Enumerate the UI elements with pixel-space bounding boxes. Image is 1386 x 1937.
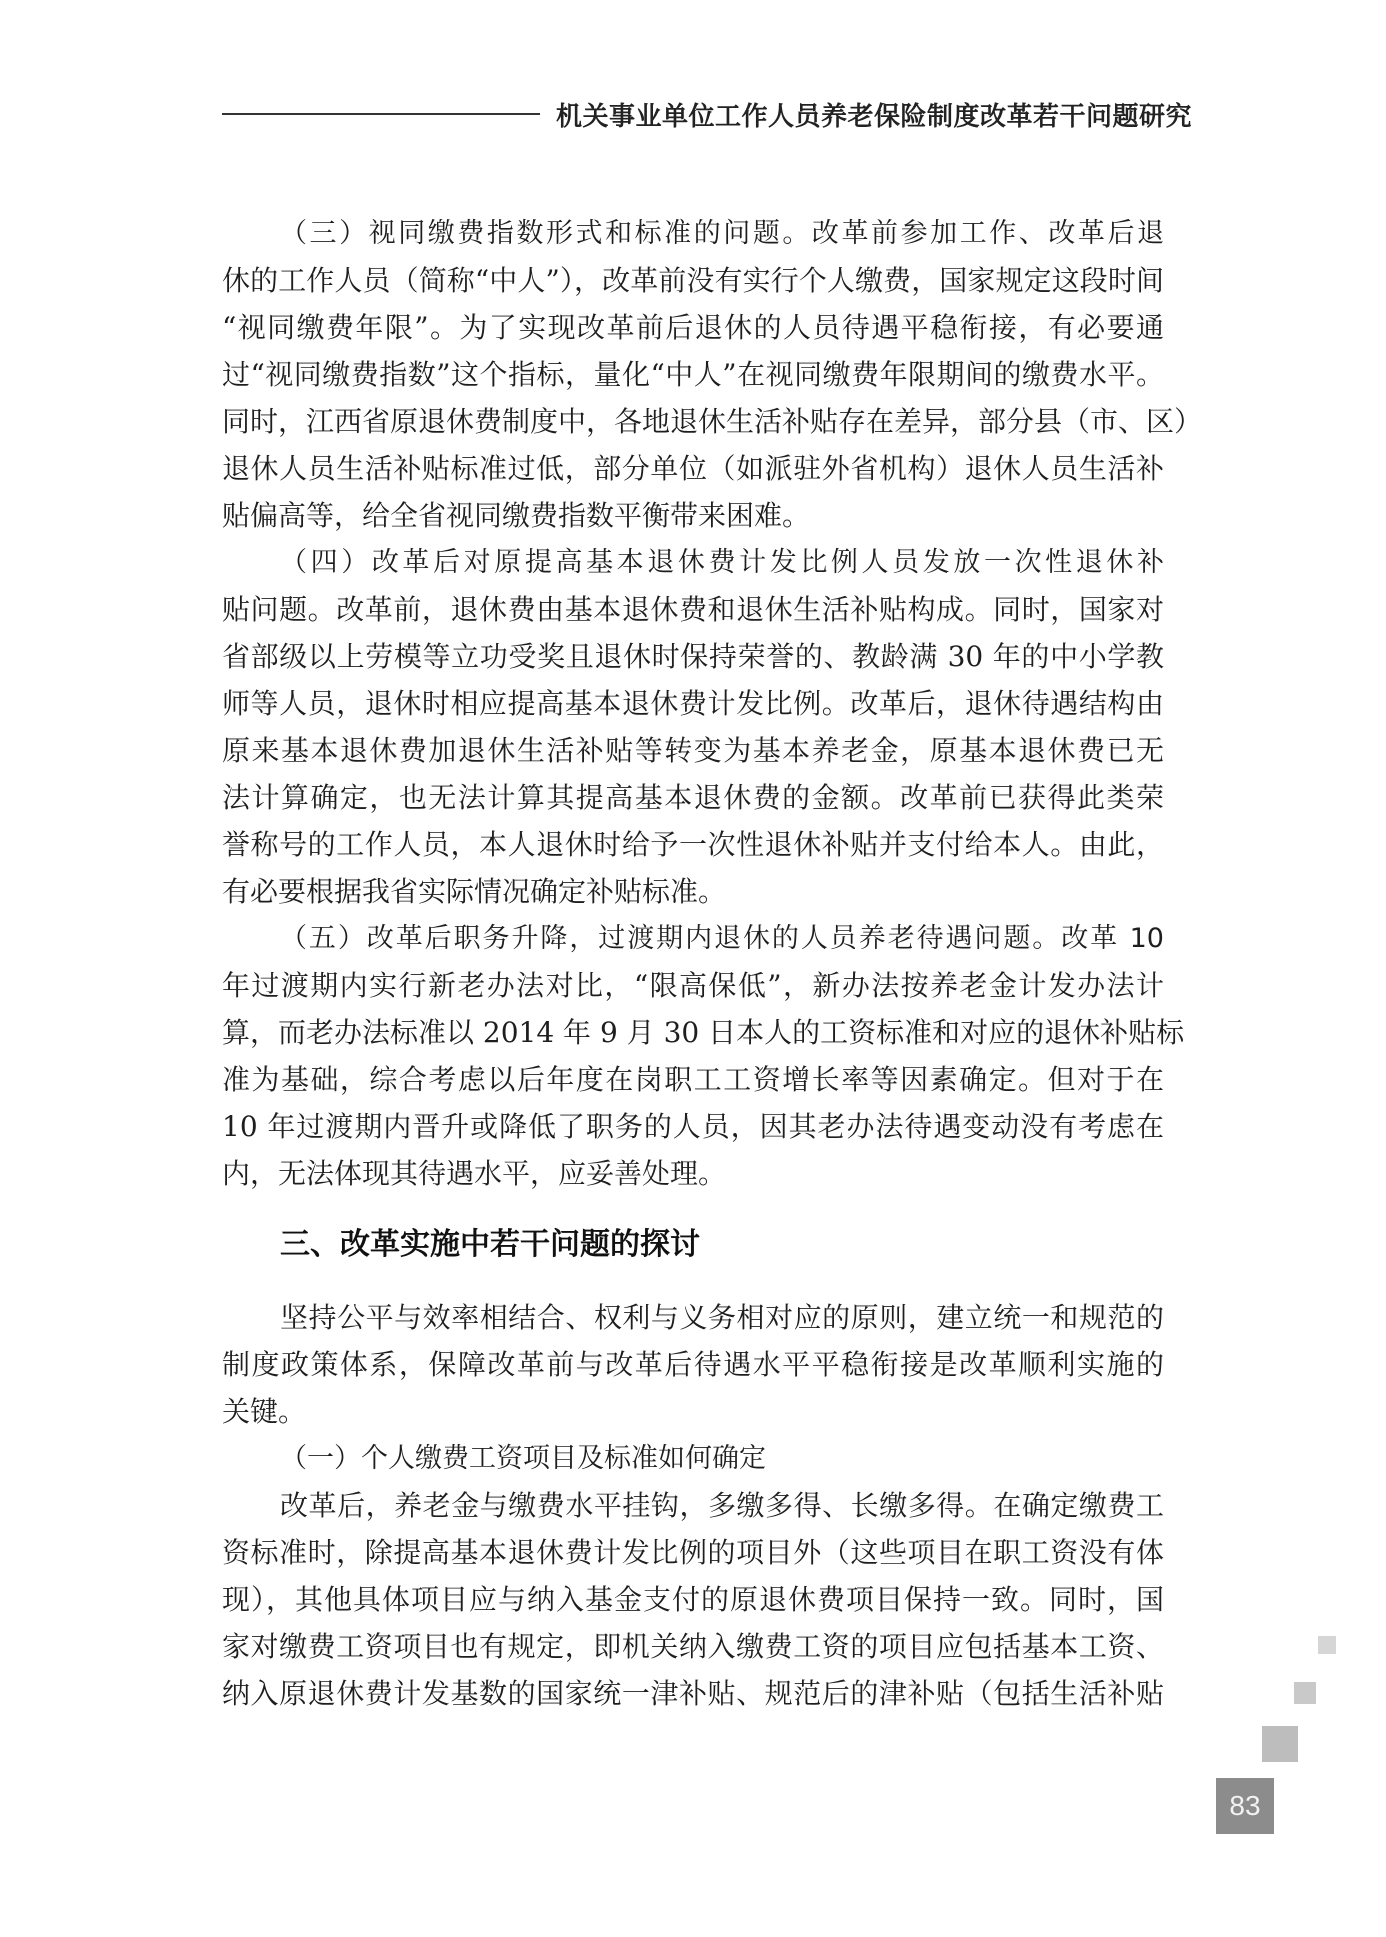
paragraph-line: 现），其他具体项目应与纳入基金支付的原退休费项目保持一致。同时，国 — [222, 1583, 1164, 1616]
paragraph-line: 坚持公平与效率相结合、权利与义务相对应的原则，建立统一和规范的 — [280, 1301, 1164, 1334]
paragraph-line: 师等人员，退休时相应提高基本退休费计发比例。改革后，退休待遇结构由 — [222, 687, 1164, 720]
subsection-heading: （一）个人缴费工资项目及标准如何确定 — [280, 1443, 766, 1474]
section-heading: 三、改革实施中若干问题的探讨 — [280, 1227, 700, 1262]
paragraph-line: 过“视同缴费指数”这个指标，量化“中人”在视同缴费年限期间的缴费水平。 — [222, 358, 1164, 391]
paragraph-line: 同时，江西省原退休费制度中，各地退休生活补贴存在差异，部分县（市、区） — [222, 405, 1203, 438]
paragraph-line: （三）视同缴费指数形式和标准的问题。改革前参加工作、改革后退 — [280, 218, 1164, 249]
paragraph-line: 有必要根据我省实际情况确定补贴标准。 — [222, 875, 727, 908]
paragraph-line: 家对缴费工资项目也有规定，即机关纳入缴费工资的项目应包括基本工资、 — [222, 1630, 1164, 1663]
paragraph-line: 制度政策体系，保障改革前与改革后待遇水平平稳衔接是改革顺利实施的 — [222, 1348, 1164, 1381]
header-rule — [222, 113, 540, 115]
paragraph-line: （四）改革后对原提高基本退休费计发比例人员发放一次性退休补 — [280, 547, 1164, 578]
paragraph-line: 关键。 — [222, 1395, 307, 1428]
paragraph-line: 准为基础，综合考虑以后年度在岗职工工资增长率等因素确定。但对于在 — [222, 1063, 1164, 1096]
paragraph-line: 算，而老办法标准以 2014 年 9 月 30 日本人的工资标准和对应的退休补贴标 — [222, 1016, 1185, 1049]
paragraph-line: 休的工作人员（简称“中人”），改革前没有实行个人缴费，国家规定这段时间 — [222, 264, 1164, 297]
paragraph-line: 贴问题。改革前，退休费由基本退休费和退休生活补贴构成。同时，国家对 — [222, 593, 1164, 626]
paragraph-line: （五）改革后职务升降，过渡期内退休的人员养老待遇问题。改革 10 — [280, 923, 1164, 954]
paragraph-line: 资标准时，除提高基本退休费计发比例的项目外（这些项目在职工资没有体 — [222, 1536, 1164, 1569]
body-text — [222, 210, 1203, 1717]
running-header-title: 机关事业单位工作人员养老保险制度改革若干问题研究 — [556, 102, 1193, 132]
paragraph-line: 原来基本退休费加退休生活补贴等转变为基本养老金，原基本退休费已无 — [222, 734, 1164, 767]
paragraph-line: “视同缴费年限”。为了实现改革前后退休的人员待遇平稳衔接，有必要通 — [222, 311, 1164, 344]
paragraph-line: 改革后，养老金与缴费水平挂钩，多缴多得、长缴多得。在确定缴费工 — [280, 1489, 1164, 1522]
paragraph-line: 纳入原退休费计发基数的国家统一津补贴、规范后的津补贴（包括生活补贴 — [222, 1677, 1164, 1710]
page-number: 83 — [1216, 1778, 1274, 1834]
decorative-square — [1318, 1636, 1336, 1654]
paragraph-line: 省部级以上劳模等立功受奖且退休时保持荣誉的、教龄满 30 年的中小学教 — [222, 640, 1164, 673]
paragraph-line: 年过渡期内实行新老办法对比，“限高保低”，新办法按养老金计发办法计 — [222, 969, 1164, 1002]
decorative-square — [1262, 1726, 1298, 1762]
paragraph-line: 退休人员生活补贴标准过低，部分单位（如派驻外省机构）退休人员生活补 — [222, 452, 1164, 485]
paragraph-line: 贴偏高等，给全省视同缴费指数平衡带来困难。 — [222, 499, 811, 532]
paragraph-line: 内，无法体现其待遇水平，应妥善处理。 — [222, 1157, 727, 1190]
paragraph-line: 法计算确定，也无法计算其提高基本退休费的金额。改革前已获得此类荣 — [222, 781, 1164, 814]
paragraph-line: 誉称号的工作人员，本人退休时给予一次性退休补贴并支付给本人。由此， — [222, 828, 1164, 861]
decorative-square — [1294, 1682, 1316, 1704]
paragraph-line: 10 年过渡期内晋升或降低了职务的人员，因其老办法待遇变动没有考虑在 — [222, 1110, 1164, 1143]
